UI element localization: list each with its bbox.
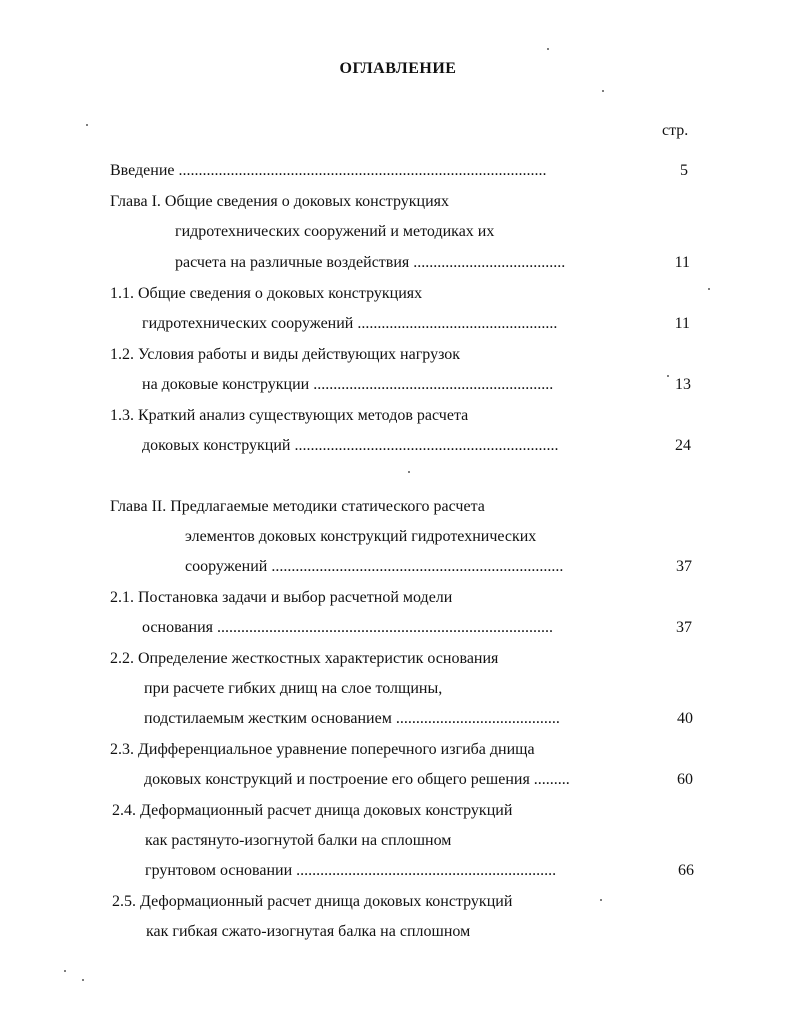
- toc-line: 2.5. Деформационный расчет днища доковых конструкций: [112, 893, 513, 910]
- scan-speck: [64, 970, 66, 972]
- toc-line: подстилаемым жестким основанием .........................................: [144, 710, 560, 727]
- scan-speck: [82, 979, 84, 981]
- toc-page-number: 37: [676, 558, 692, 575]
- toc-page-number: 13: [675, 376, 691, 393]
- toc-page-number: 37: [676, 619, 692, 636]
- toc-line: 1.1. Общие сведения о доковых конструкциях: [110, 285, 423, 302]
- scan-speck: [667, 375, 669, 377]
- toc-line: 2.4. Деформационный расчет днища доковых конструкций: [112, 802, 513, 819]
- toc-line: доковых конструкций и построение его общего решения .........: [144, 771, 570, 788]
- toc-page-number: 11: [674, 254, 690, 271]
- scan-speck: [602, 90, 604, 92]
- toc-line: гидротехнических сооружений ..................................................: [142, 315, 558, 332]
- toc-line: грунтовом основании .................................................................: [145, 862, 557, 879]
- toc-line: сооружений .........................................................................: [185, 558, 564, 575]
- toc-page-number: 11: [674, 315, 690, 332]
- page-column-header: стр.: [662, 122, 689, 139]
- toc-page-number: 24: [675, 437, 691, 454]
- scan-speck: [547, 48, 549, 50]
- toc-line: как гибкая сжато-изогнутая балка на сплошном: [146, 923, 471, 940]
- toc-line: Глава II. Предлагаемые методики статического расчета: [110, 498, 485, 515]
- scan-speck: [600, 899, 602, 901]
- toc-line: доковых конструкций ..................................................................: [142, 437, 559, 454]
- toc-line: Глава I. Общие сведения о доковых конструкциях: [110, 193, 450, 210]
- toc-line: основания ....................................................................................: [142, 619, 553, 636]
- toc-line: 2.2. Определение жесткостных характеристик основания: [110, 650, 499, 667]
- toc-page-number: 66: [678, 862, 694, 879]
- toc-line: 1.2. Условия работы и виды действующих нагрузок: [110, 346, 461, 363]
- toc-line: на доковые конструкции ............................................................: [142, 376, 554, 393]
- scan-speck: [86, 124, 88, 126]
- toc-line: при расчете гибких днищ на слое толщины,: [144, 680, 443, 697]
- page-title: ОГЛАВЛЕНИЕ: [339, 60, 457, 77]
- scan-speck: [408, 471, 410, 473]
- toc-line: 2.1. Постановка задачи и выбор расчетной модели: [110, 589, 453, 606]
- toc-line: расчета на различные воздействия ......................................: [175, 254, 566, 271]
- toc-line: гидротехнических сооружений и методиках их: [175, 223, 495, 240]
- scan-speck: [708, 288, 710, 290]
- toc-page-number: 60: [677, 771, 693, 788]
- toc-line: 2.3. Дифференциальное уравнение поперечного изгиба днища: [110, 741, 535, 758]
- toc-line: Введение ............................................................................................: [110, 162, 547, 179]
- toc-page-number: 5: [680, 162, 688, 179]
- toc-line: как растянуто-изогнутой балки на сплошном: [145, 832, 452, 849]
- toc-line: элементов доковых конструкций гидротехнических: [185, 528, 537, 545]
- toc-line: 1.3. Краткий анализ существующих методов расчета: [110, 407, 469, 424]
- toc-page-number: 40: [677, 710, 693, 727]
